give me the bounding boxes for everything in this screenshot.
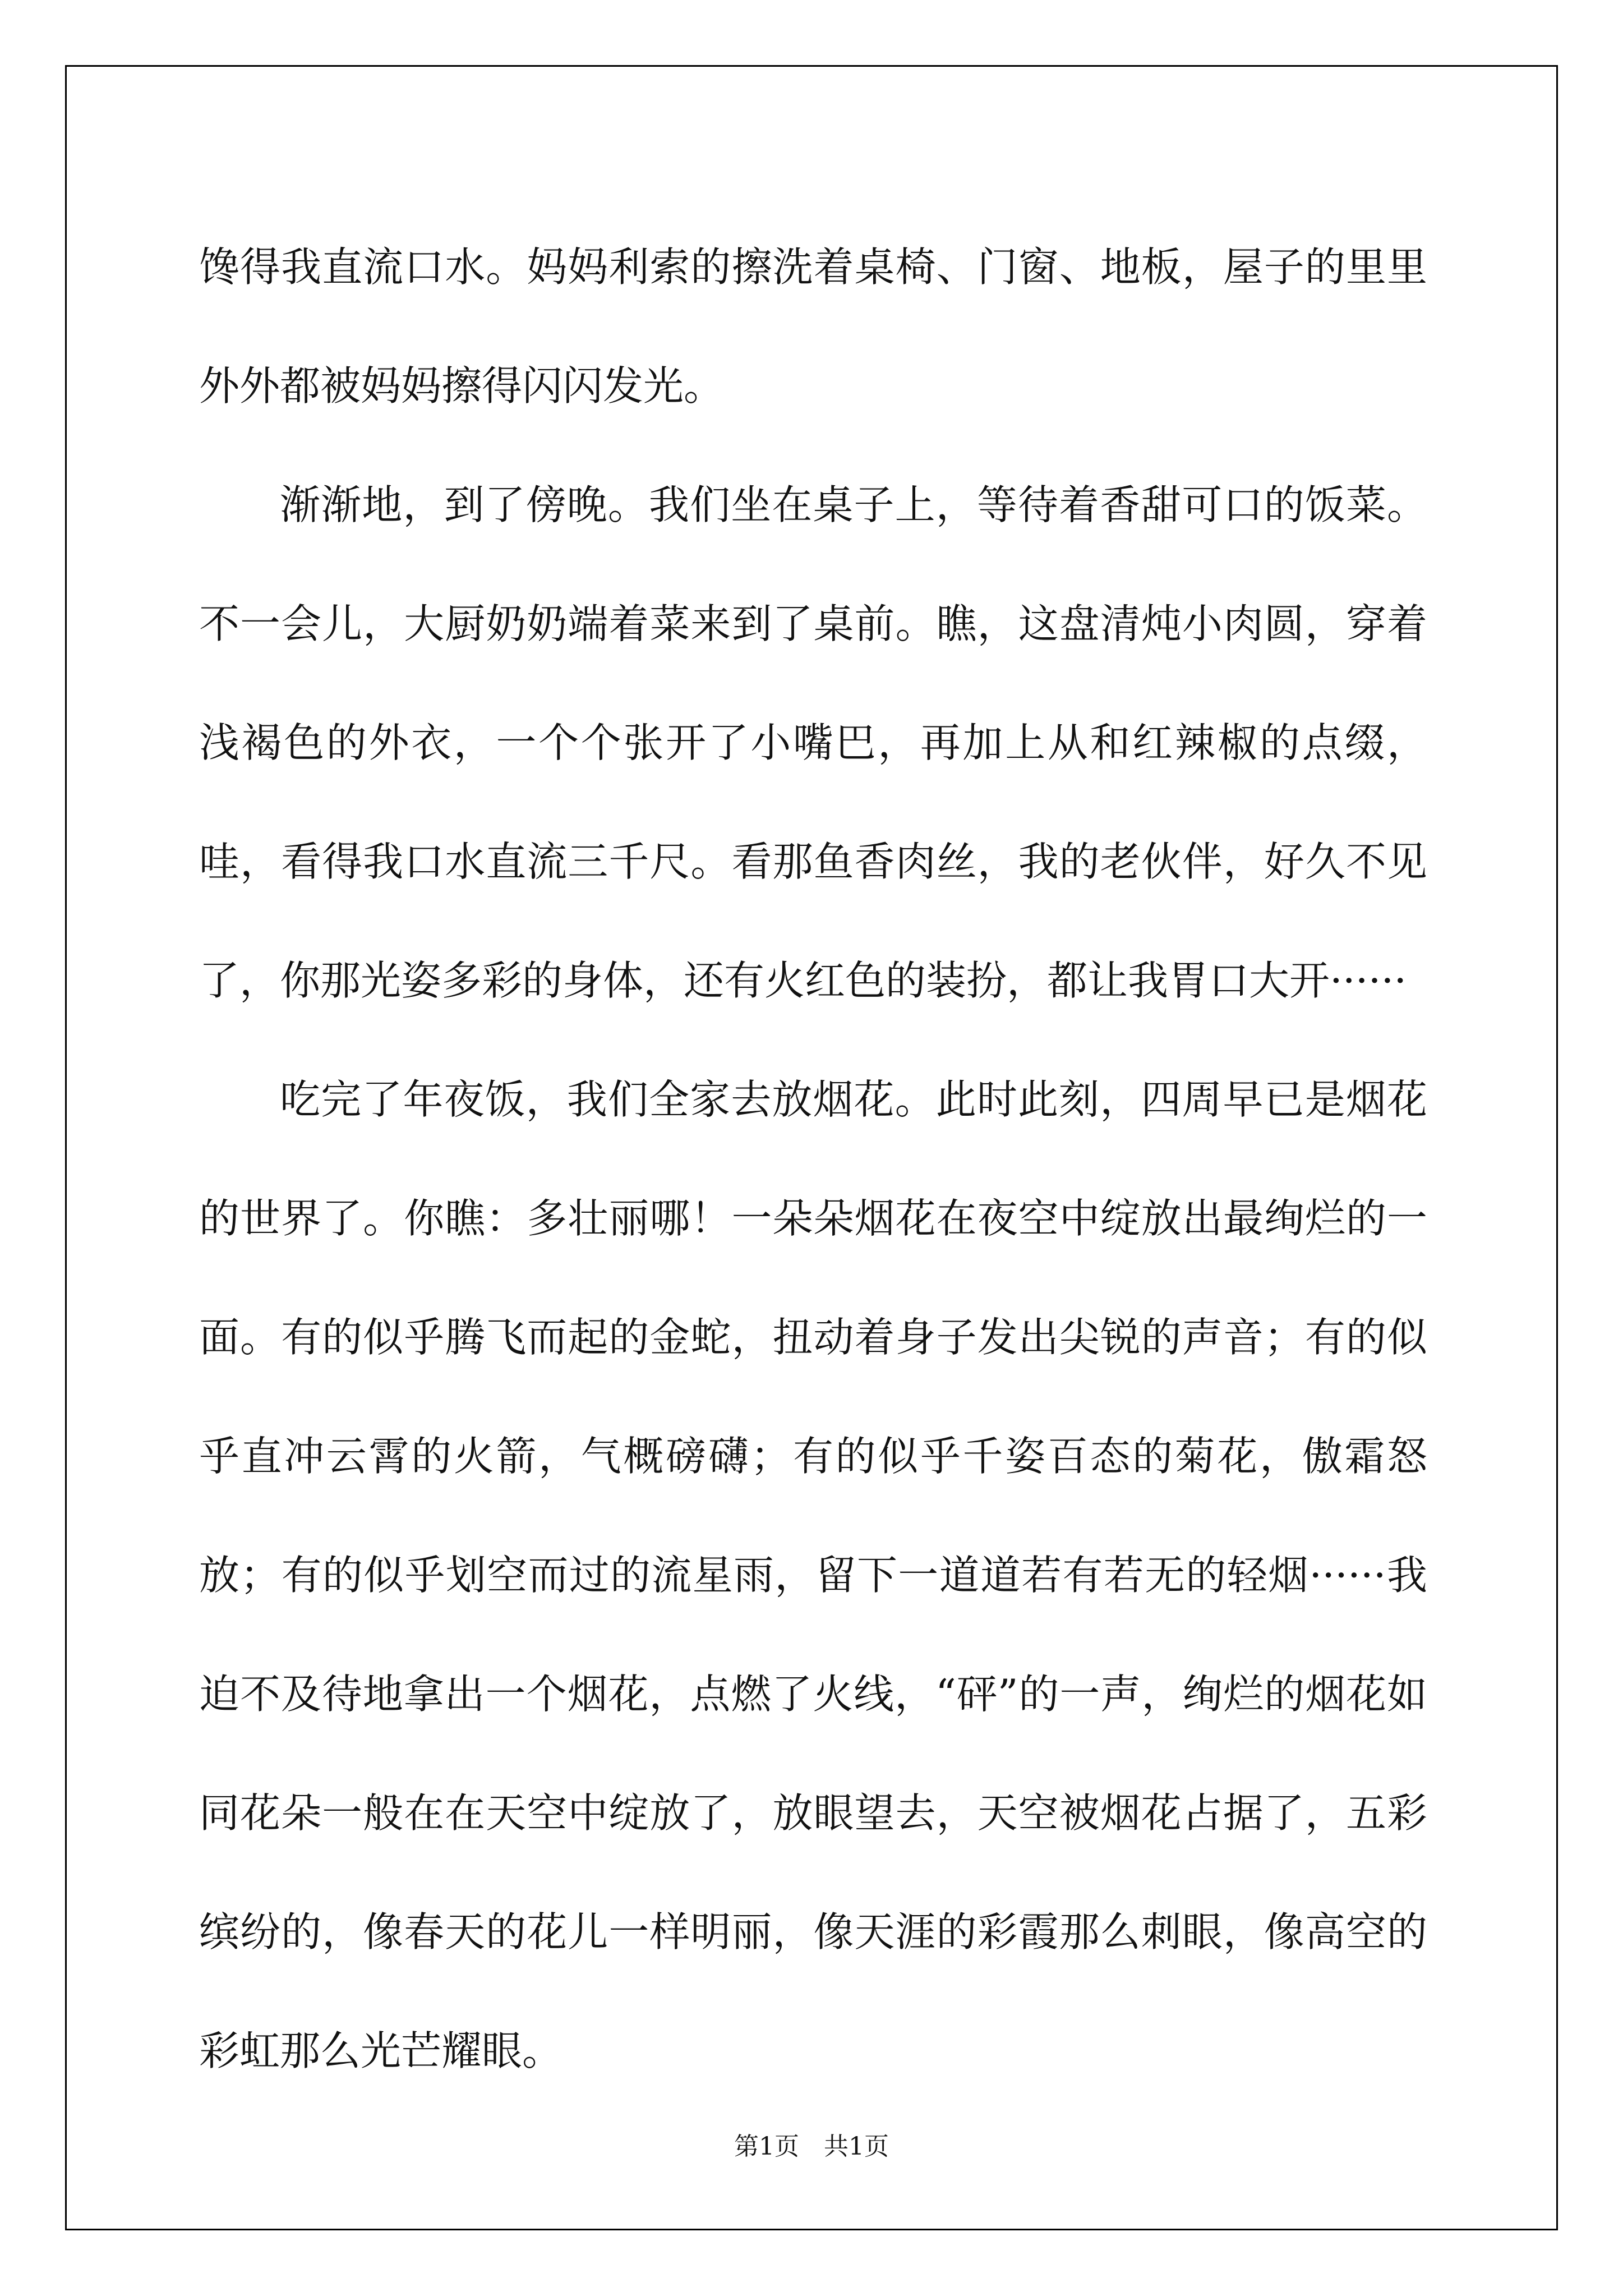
page-footer: 第1页 共1页 (734, 2132, 889, 2161)
paragraph-3: 吃完了年夜饭，我们全家去放烟花。此时此刻，四周早已是烟花的世界了。你瞧：多壮丽哪！一朵朵烟花在夜空中绽放出最绚烂的一面。有的似乎腾飞而起的金蛇，扭动着身子发出尖锐的声音；有的似乎直冲云霄的火箭，气概磅礴；有的似乎千姿百态的菊花，傲霜怒放；有的似乎划空而过的流星雨，留下一道道若有若无的轻烟······我迫不及待地拿出一个烟花，点燃了火线，“砰”的一声，绚烂的烟花如同花朵一般在在天空中绽放了，放眼望去，天空被烟花占据了，五彩缤纷的，像春天的花儿一样明丽，像天涯的彩霞那么刺眼，像高空的彩虹那么光芒耀眼。 (199, 1076, 1427, 2074)
paragraph-2: 渐渐地，到了傍晚。我们坐在桌子上，等待着香甜可口的饭菜。不一会儿，大厨奶奶端着菜来到了桌前。瞧，这盘清炖小肉圆，穿着浅褐色的外衣，一个个张开了小嘴巴，再加上从和红辣椒的点缀，哇，看得我口水直流三千尺。看那鱼香肉丝，我的老伙伴，好久不见了，你那光姿多彩的身体，还有火红色的装扮，都让我胃口大开······ (199, 481, 1427, 1004)
document-body (199, 208, 1427, 2110)
paragraph-1: 馋得我直流口水。妈妈利索的擦洗着桌椅、门窗、地板，屋子的里里外外都被妈妈擦得闪闪发光。 (199, 243, 1427, 409)
